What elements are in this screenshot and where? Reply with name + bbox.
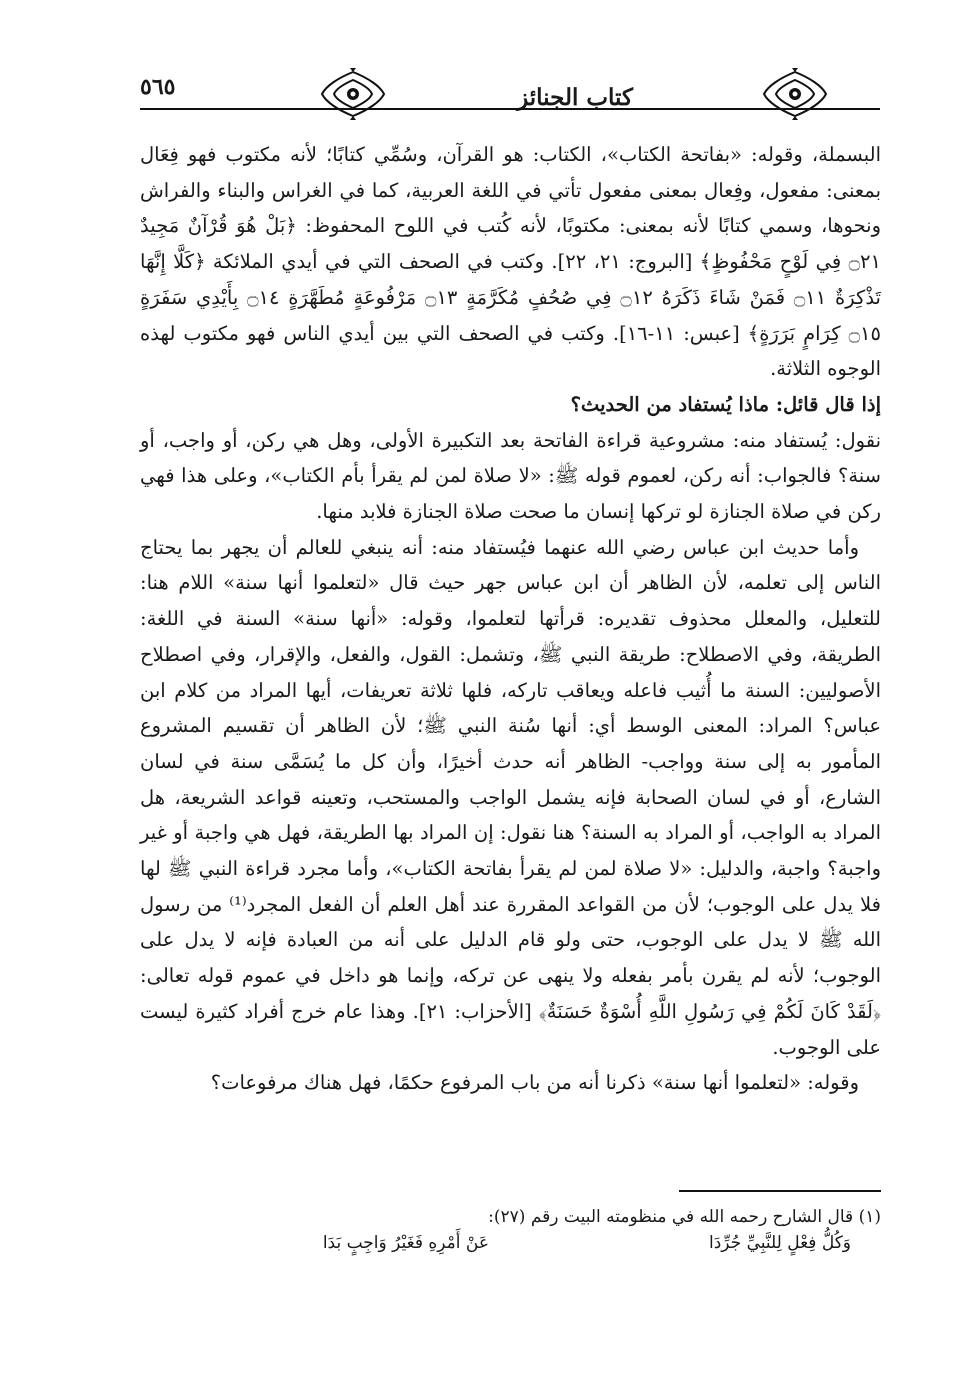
footnote (140, 1204, 881, 1260)
verse-hemistich-2: عَنْ أَمْرِهِ فَغَيْرُ وَاجِبٍ بَدَا (322, 1233, 489, 1253)
footnote-text: (١) قال الشارح رحمه الله في منظومته البيت رقم (٢٧): (488, 1207, 881, 1227)
footnote-rule (679, 1190, 881, 1192)
paragraph: وأما حديث ابن عباس رضي الله عنهما فيُستفاد منه: أنه ينبغي للعالم أن يجهر بما يحتاج الناس إلى تعلمه، لأن الظاهر أن ابن عباس جهر حيث قال «لتعلموا أنها سنة» اللام هنا: للتعليل، والمعلل محذوف تقديره: قرأتها لتعلموا، وقوله: «أنها سنة» السنة في اللغة: الطريقة، وفي الاصطلاح: طريقة النبي ﷺ، وتشمل: القول، والفعل، والإقرار، وفي اصطلاح الأصوليين: السنة ما أُثيب فاعله ويعاقب تاركه، فلها ثلاثة تعريفات، أيها المراد من كلام ابن عباس؟ المراد: المعنى الوسط أي: أنها سُنة النبي ﷺ؛ لأن الظاهر أن تقسيم المشروع المأمور به إلى سنة وواجب- الظاهر أنه حدث أخيرًا، وأن كل ما يُسَمَّى سنة في لسان الشارع، أو في لسان الصحابة فإنه يشمل الواجب والمستحب، وتعينه قواعد الشريعة، هل المراد به الواجب، أو المراد به السنة؟ هنا نقول: إن المراد بها الطريقة، فهل هي واجبة أو غير واجبة؟ واجبة، والدليل: «لا صلاة لمن لم يقرأ بفاتحة الكتاب»، وأما مجرد قراءة النبي ﷺ لها فلا يدل على الوجوب؛ لأن من القواعد المقررة عند أهل العلم أن الفعل المجرد⁽¹⁾ من رسول الله ﷺ لا يدل على الوجوب، حتى ولو قام الدليل على أنه من العبادة فإنه لا يدل على الوجوب؛ لأنه لم يقرن بأمر بفعله ولا ينهى عن تركه، وإنما هو داخل في عموم قوله تعالى: ﴿لَقَدْ كَانَ لَكُمْ فِي رَسُولِ اللَّهِ أُسْوَةٌ حَسَنَةٌ﴾ [الأحزاب: ٢١]. وهذا عام خرج أفراد كثيرة ليست على الوجوب. (140, 535, 882, 1059)
ornament-left-icon (318, 68, 388, 120)
page-title: كتاب الجنائز (517, 84, 633, 111)
paragraph: نقول: يُستفاد منه: مشروعية قراءة الفاتحة بعد التكبيرة الأولى، وهل هي ركن، أو واجب، أو سنة؟ فالجواب: أنه ركن، لعموم قوله ﷺ: «لا صلاة لمن لم يقرأ بأم الكتاب»، وعلى هذا فهي ركن في صلاة الجنازة لو تركها إنسان ما صحت صلاة الجنازة فلابد منها. (140, 428, 881, 524)
page-number: ٥٦٥ (140, 74, 176, 100)
footnote-verse (140, 1230, 881, 1260)
header-rule (140, 108, 880, 110)
paragraph: وقوله: «لتعلموا أنها سنة» ذكرنا أنه من باب المرفوع حكمًا، فهل هناك مرفوعات؟ (210, 1071, 859, 1095)
question-paragraph: إذا قال قائل: ماذا يُستفاد من الحديث؟ (570, 392, 881, 416)
ornament-right-icon (760, 68, 830, 120)
main-text (140, 137, 881, 1101)
verse-hemistich-1: وَكُلُّ فِعْلٍ لِلنَّبِيِّ جُرِّدَا (708, 1233, 851, 1253)
paragraph: البسملة، وقوله: «بفاتحة الكتاب»، الكتاب: هو القرآن، وسُمِّي كتابًا؛ لأنه مكتوب فهو فِعَال بمعنى: مفعول، وفِعال بمعنى مفعول تأتي في اللغة العربية، كما في الغراس والبناء والفراش ونحوها، وسمي كتابًا لأنه بمعنى: مكتوبًا، لأنه كُتب في اللوح المحفوظ: ﴿بَلْ هُوَ قُرْآنٌ مَجِيدٌ ۝٢١ فِي لَوْحٍ مَحْفُوظٍ﴾ [البروج: ٢١، ٢٢]. وكتب في الصحف التي في أيدي الملائكة ﴿كَلَّا إِنَّهَا تَذْكِرَةٌ ۝١١ فَمَنْ شَاءَ ذَكَرَهُ ۝١٢ فِي صُحُفٍ مُكَرَّمَةٍ ۝١٣ مَرْفُوعَةٍ مُطَهَّرَةٍ ۝١٤ بِأَيْدِي سَفَرَةٍ ۝١٥ كِرَامٍ بَرَرَةٍ﴾ [عبس: ١١-١٦]. وكتب في الصحف التي بين أيدي الناس فهو مكتوب لهذه الوجوه الثلاثة. (140, 143, 881, 381)
page-header (140, 68, 880, 124)
